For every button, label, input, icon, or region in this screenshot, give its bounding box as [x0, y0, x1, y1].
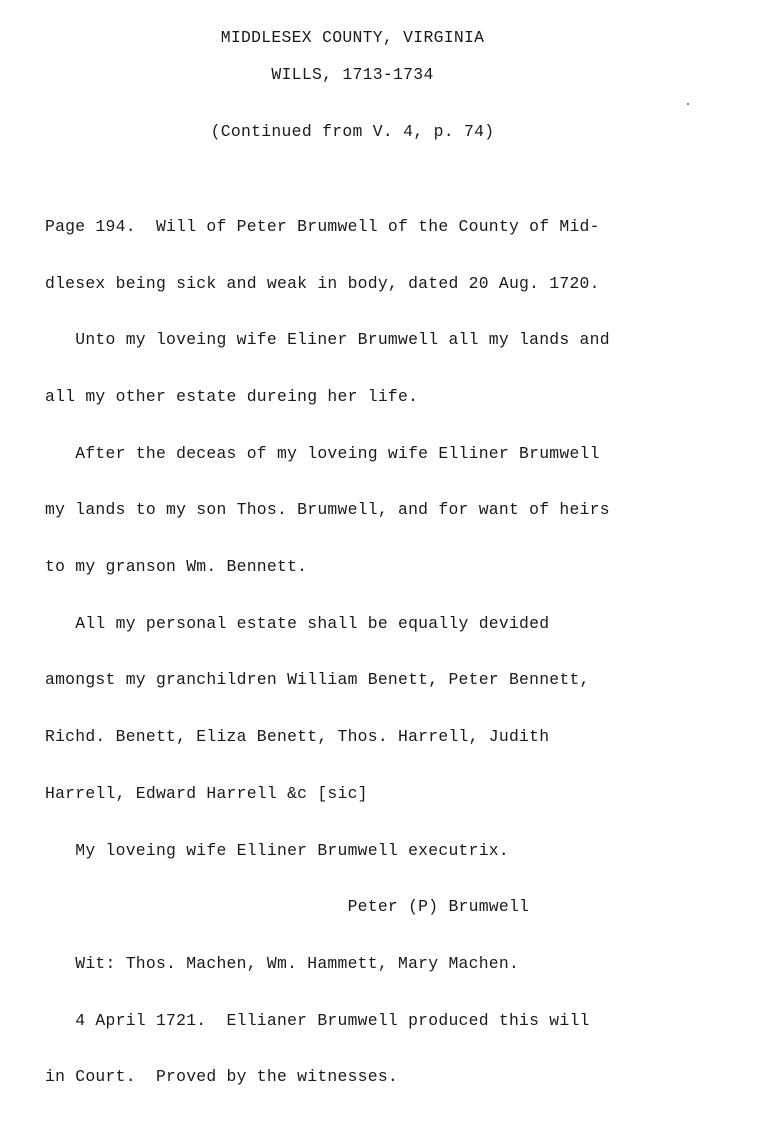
will-entry	[45, 180, 610, 1125]
text-line: 4 April 1721. Ellianer Brumwell produced this will	[45, 1010, 590, 1030]
continuation-note: (Continued from V. 4, p. 74)	[210, 122, 495, 141]
witnesses-line: Wit: Thos. Machen, Wm. Hammett, Mary Machen.	[45, 953, 520, 973]
text-line: amongst my granchildren William Benett, Peter Bennett,	[45, 670, 590, 690]
signature-line: Peter (P) Brumwell	[45, 897, 530, 917]
text-line: all my other estate dureing her life.	[45, 386, 419, 406]
text-line: in Court. Proved by the witnesses.	[45, 1067, 399, 1087]
text-line: All my personal estate shall be equally devided	[45, 613, 550, 633]
text-line: Page 194. Will of Peter Brumwell of the County of Mid-	[45, 216, 600, 236]
text-line: Richd. Benett, Eliza Benett, Thos. Harrell, Judith	[45, 727, 550, 747]
text-line: Unto my loveing wife Eliner Brumwell all my lands and	[45, 330, 610, 350]
text-line: my lands to my son Thos. Brumwell, and for want of heirs	[45, 500, 610, 520]
text-line: to my granson Wm. Bennett.	[45, 557, 308, 577]
county-heading: MIDDLESEX COUNTY, VIRGINIA	[220, 28, 485, 47]
text-line: Harrell, Edward Harrell &c [sic]	[45, 783, 368, 803]
text-line: After the deceas of my loveing wife Elliner Brumwell	[45, 443, 600, 463]
wills-heading: WILLS, 1713-1734	[271, 65, 434, 84]
paper-speck	[687, 103, 689, 105]
text-line: My loveing wife Elliner Brumwell executrix.	[45, 840, 509, 860]
text-line: dlesex being sick and weak in body, dated 20 Aug. 1720.	[45, 273, 600, 293]
